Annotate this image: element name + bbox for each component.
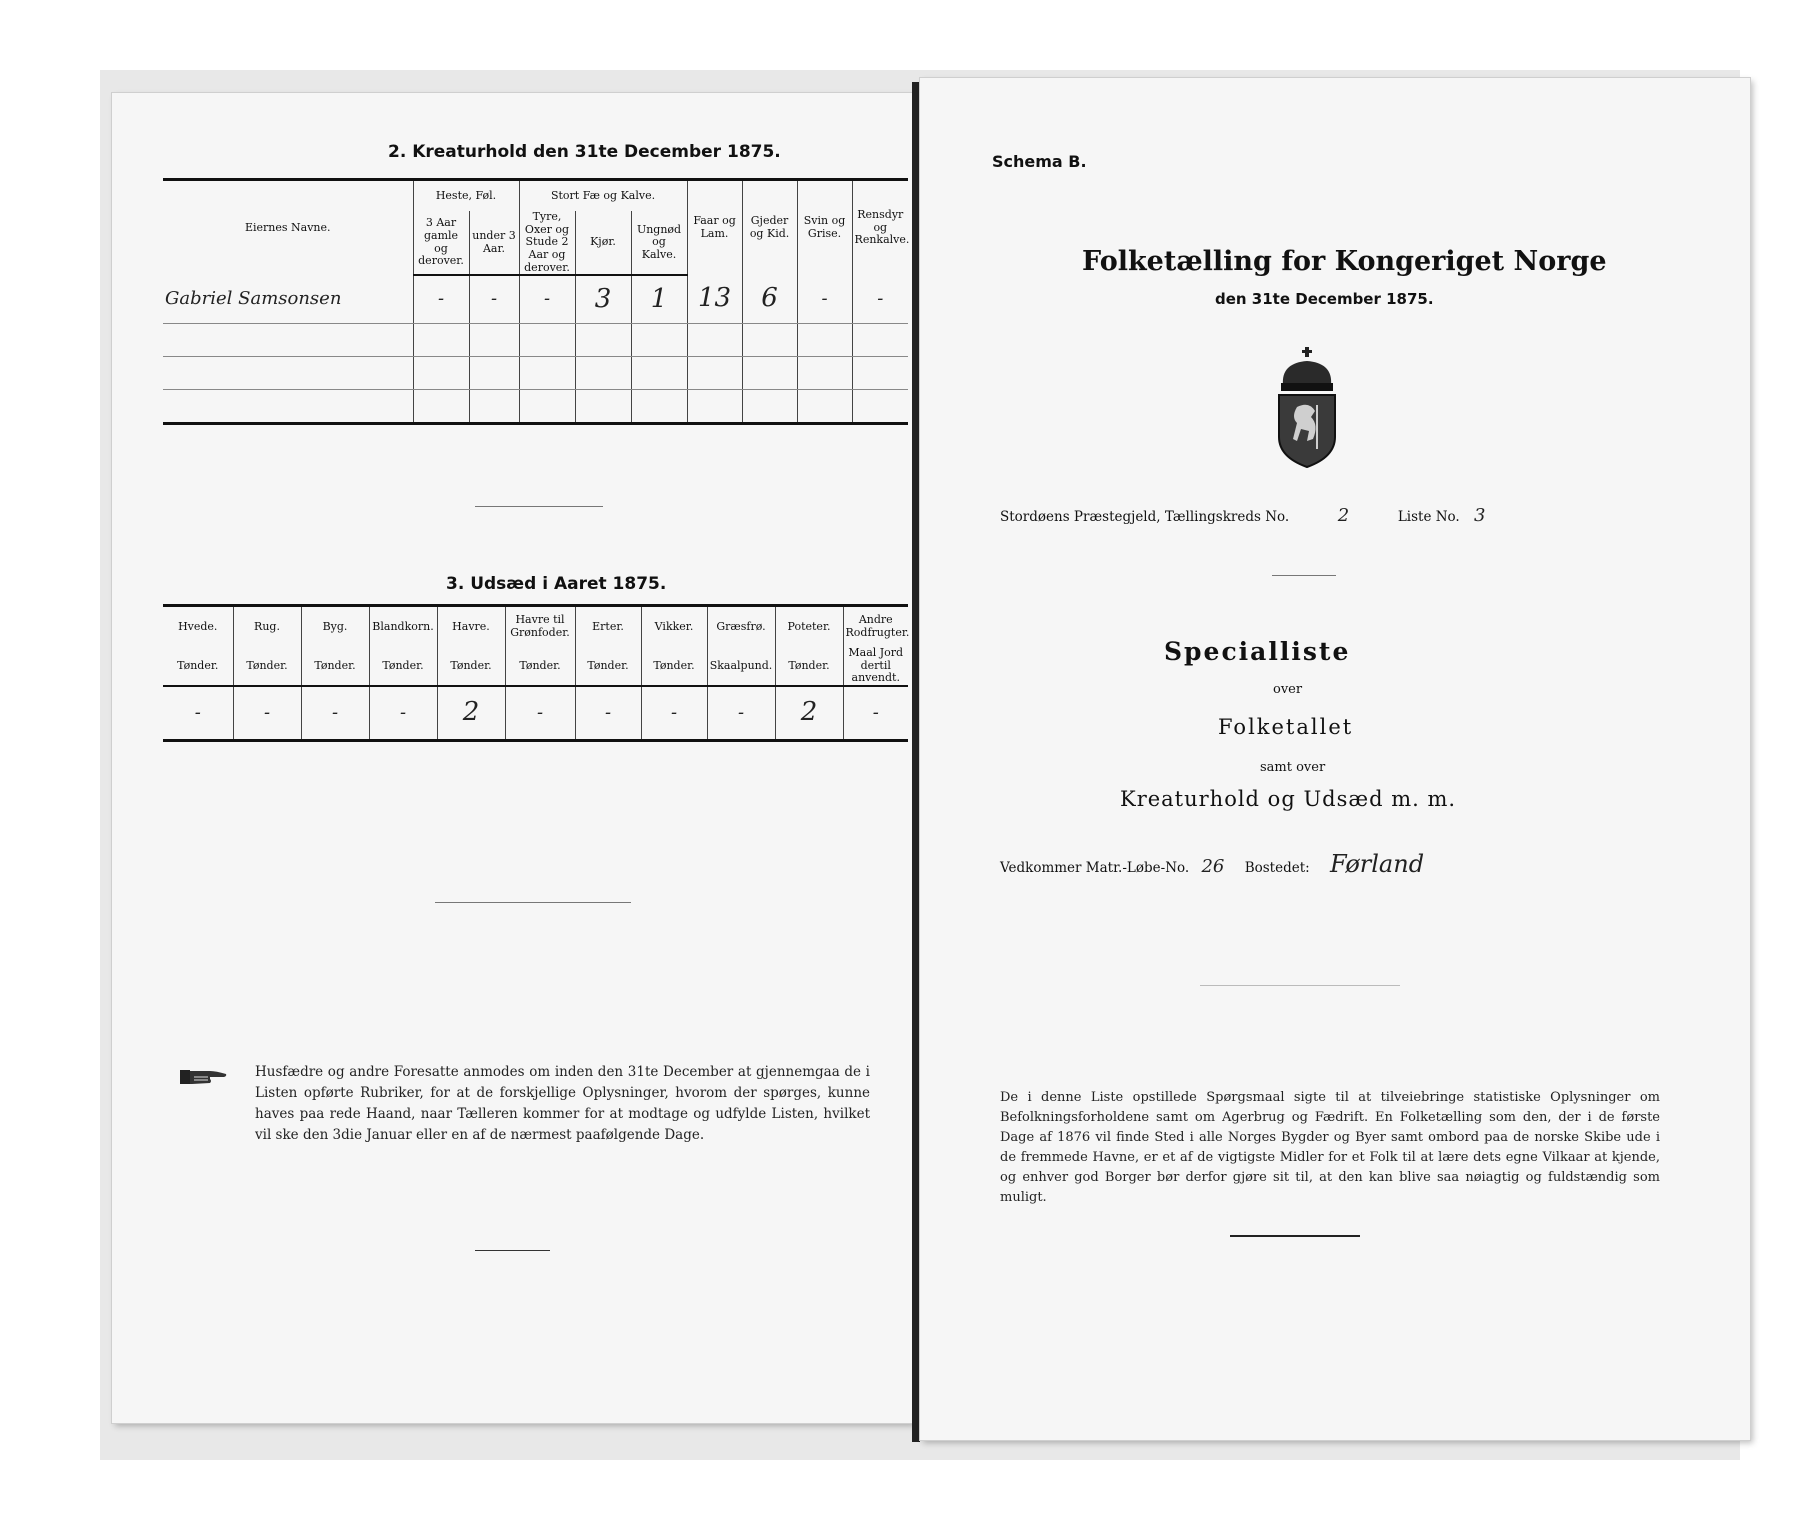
heste-3aar-subheader: 3 Aar gamle og derover. — [413, 211, 469, 275]
seed-unit-6: Tønder. — [575, 647, 641, 686]
gjeder-header: Gjeder og Kid. — [742, 180, 797, 276]
list-label: Liste No. — [1397, 509, 1460, 525]
seed-header-6: Erter. — [575, 606, 641, 648]
seed-unit-5: Tønder. — [505, 647, 575, 686]
seed-unit-7: Tønder. — [641, 647, 707, 686]
over-text: over — [1273, 682, 1303, 697]
census-date: den 31te December 1875. — [1215, 290, 1434, 308]
seed-unit-0: Tønder. — [163, 647, 233, 686]
seed-header-3: Blandkorn. — [369, 606, 437, 648]
table-row — [163, 390, 908, 424]
rensdyr-header: Rensdyr og Renkalve. — [852, 180, 908, 276]
table-row — [163, 324, 908, 357]
bosted-value: Førland — [1329, 850, 1425, 878]
page-fold — [912, 82, 920, 1442]
coat-of-arms-icon — [1273, 345, 1341, 470]
seed-value-5: - — [536, 701, 544, 723]
matr-label: Vedkommer Matr.-Løbe-No. — [1000, 860, 1190, 876]
cell-rensdyr: - — [877, 287, 884, 309]
cell-gjeder: 6 — [761, 283, 778, 314]
seed-header-9: Poteter. — [775, 606, 843, 648]
seed-unit-1: Tønder. — [233, 647, 301, 686]
divider — [435, 902, 631, 903]
seed-header-7: Vikker. — [641, 606, 707, 648]
bosted-label: Bostedet: — [1244, 860, 1310, 876]
cell-heste-under: - — [490, 288, 498, 310]
page-title: Folketælling for Kongeriget Norge — [1082, 246, 1607, 277]
seed-unit-10: Maal Jord dertil anvendt. — [843, 647, 908, 686]
matrikel-line — [1000, 850, 1424, 878]
district-value: 2 — [1337, 505, 1350, 526]
cell-faar: 13 — [697, 283, 732, 314]
seed-header-4: Havre. — [437, 606, 505, 648]
heste-under-subheader: under 3 Aar. — [469, 211, 519, 275]
table-row — [163, 357, 908, 390]
cell-tyre: - — [543, 288, 551, 310]
seed-value-3: - — [399, 701, 407, 723]
cell-kjer: 3 — [594, 283, 612, 314]
seed-header-8: Græsfrø. — [707, 606, 775, 648]
divider — [1230, 1235, 1360, 1237]
kreaturhold-heading: Kreaturhold og Udsæd m. m. — [1120, 787, 1457, 811]
footer-notice: De i denne Liste opstillede Spørgsmaal sigte til at tilveiebringe statistiske Oplysninger om Befolkningsforholdene samt om Agerbrug og Fædrift. En Folketælling som den, der i de første Dage af 1876 vil finde Sted i alle Norges Bygder og Byer samt ombord paa de norske Skibe ude i de fremmede Havne, er et af de vigtigste Midler for et Folk til at lære dets egne Vilkaar at kjende, og enhver god Borger bør derfor gjøre sit til, at den kan blive saa nøiagtig og fuldstændig som muligt. — [1000, 1090, 1660, 1205]
seed-value-0: - — [194, 701, 201, 723]
ungnod-subheader: Ungnød og Kalve. — [631, 211, 687, 275]
seed-value-10: - — [872, 701, 879, 723]
seed-unit-9: Tønder. — [775, 647, 843, 686]
faar-header: Faar og Lam. — [687, 180, 742, 276]
list-value: 3 — [1474, 505, 1486, 526]
seed-value-6: - — [604, 701, 612, 723]
pointing-hand-icon — [180, 1066, 228, 1088]
samt-over-text: samt over — [1260, 760, 1326, 775]
folketallet-heading: Folketallet — [1218, 715, 1354, 739]
schema-label: Schema B. — [992, 152, 1087, 171]
parish-line — [1000, 505, 1485, 526]
stort-fae-header: Stort Fæ og Kalve. — [519, 180, 687, 212]
matr-value: 26 — [1201, 856, 1225, 877]
specialliste-heading: Specialliste — [1164, 637, 1351, 666]
seed-value-9: 2 — [800, 696, 818, 727]
seed-header-0: Hvede. — [163, 606, 233, 648]
seed-unit-4: Tønder. — [437, 647, 505, 686]
seed-unit-8: Skaalpund. — [707, 647, 775, 686]
seed-value-1: - — [263, 701, 271, 723]
table-row — [163, 275, 908, 324]
kjer-subheader: Kjør. — [575, 211, 631, 275]
seed-header-5: Havre til Grønfoder. — [505, 606, 575, 648]
divider — [1272, 575, 1336, 576]
seed-unit-3: Tønder. — [369, 647, 437, 686]
instructions-notice: Husfædre og andre Foresatte anmodes om inden den 31te December at gjennemgaa de i Listen opførte Rubriker, for at de forskjellige Oplysninger, hvorom der spørges, kunne haves paa rede Haand, naar Tælleren kommer for at modtage og udfylde Listen, hvilket vil ske den 3die Januar eller en af de nærmest paafølgende Dage. — [255, 1064, 870, 1143]
divider — [475, 1250, 550, 1251]
seed-header-10: Andre Rodfrugter. — [843, 606, 908, 648]
divider — [475, 506, 603, 507]
divider — [1200, 985, 1400, 986]
section2-title: 2. Kreaturhold den 31te December 1875. — [388, 142, 781, 162]
cell-ungnod: 1 — [650, 283, 668, 314]
section3-title: 3. Udsæd i Aaret 1875. — [446, 574, 667, 594]
seed-value-7: - — [670, 701, 678, 723]
district-label: Tællingskreds No. — [1164, 509, 1290, 525]
svin-header: Svin og Grise. — [797, 180, 852, 276]
owner-name: Gabriel Samsonsen — [165, 287, 342, 309]
seed-table — [163, 604, 908, 742]
seed-header-1: Rug. — [233, 606, 301, 648]
owner-header: Eiernes Navne. — [163, 180, 413, 276]
seed-value-4: 2 — [462, 696, 480, 727]
seed-header-2: Byg. — [301, 606, 369, 648]
seed-value-2: - — [331, 701, 339, 723]
cell-svin: - — [821, 287, 828, 309]
tyre-subheader: Tyre, Oxer og Stude 2 Aar og derover. — [519, 211, 575, 275]
seed-value-8: - — [737, 701, 745, 723]
seed-unit-2: Tønder. — [301, 647, 369, 686]
cell-heste-3aar: - — [437, 288, 445, 310]
livestock-table — [163, 178, 908, 425]
heste-header: Heste, Føl. — [413, 180, 519, 212]
table-row — [163, 686, 908, 741]
parish-label: Stordøens Præstegjeld, — [1000, 509, 1161, 525]
